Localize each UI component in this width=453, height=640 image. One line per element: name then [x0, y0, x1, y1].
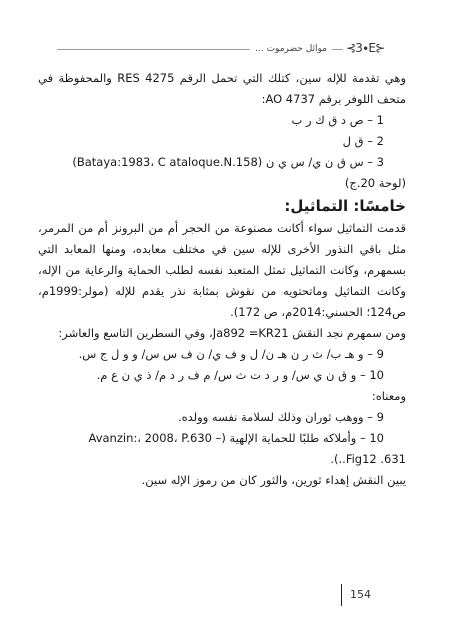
meaning-line-10: 10 – وأملاكه طلبًا للحماية الإلهية (– Avanzin:، 2008، P.630 [88, 431, 384, 445]
header-rule [57, 49, 387, 50]
header-title: موائل حضرموت ... [250, 42, 332, 56]
paragraph-intro: وهي تقدمة للإله سين، كتلك التي تحمل الرقم RES 4275 والمحفوظة في متحف اللوفر برقم AO 4737: [38, 71, 406, 106]
page-number: 154 [341, 584, 371, 606]
inscription-line-9: 9 – و هـ ب/ ث ر ن هـ ن/ ل و ف ي/ ن ف س س/ و و ل ج س. [78, 347, 384, 361]
running-header [57, 42, 387, 58]
inscription-line-1: 1 – ص د ق ك ر ب [291, 113, 384, 127]
header-ornament-icon: ⊰3∙E⊱ [343, 40, 387, 56]
inscription-line-3-citation: (Bataya:1983، C ataloque.N.158) [72, 155, 263, 169]
meaning-line-10-continued: Fig12 .631..). [330, 452, 406, 466]
inscription-line-3 [38, 152, 406, 173]
paragraph-statues: قدمت التماثيل سواء أكانت مصنوعة من الحجر أم من البرونز أم من المرمر، مثل باقي النذور الأخرى للإله سين في مختلف معابده، ومنها المعابد التي بسمهرم، وكانت التماثيل تمثل المتعبد نفسه لطلب الحماية والرعاية من الإله، وكانت التماثيل وماتحتويه من نقوش بمثابة نذر يقدم للإله (مولر:1999م، ص124؛ الحسني:2014م، ص 172). [38, 221, 406, 319]
inscription-line-2: 2 – ق ل [342, 134, 384, 148]
meaning-label: ومعناه: [371, 389, 406, 403]
paragraph-conclusion: يبين النقش إهداء ثورين، والثور كان من رموز الإله سين. [141, 473, 406, 487]
inscription-line-10: 10 – و ق ن ي س/ و ر د ت ث س/ م ف ر د م/ ذ ي ن ع م. [96, 368, 384, 382]
plate-reference: (لوحة 20.ج) [344, 176, 406, 190]
page-body [38, 68, 406, 491]
meaning-line-9: 9 – ووهب ثوران وذلك لسلامة نفسه وولده. [177, 410, 384, 424]
paragraph-inscription-intro: ومن سمهرم نجد النقش Ja892 =KR21، وفي السطرين التاسع والعاشر: [58, 326, 406, 340]
section-heading: خامسًا: التماثيل: [284, 197, 406, 215]
inscription-line-3-text: 3 – س ق ن ي/ س ي ن [265, 155, 384, 169]
